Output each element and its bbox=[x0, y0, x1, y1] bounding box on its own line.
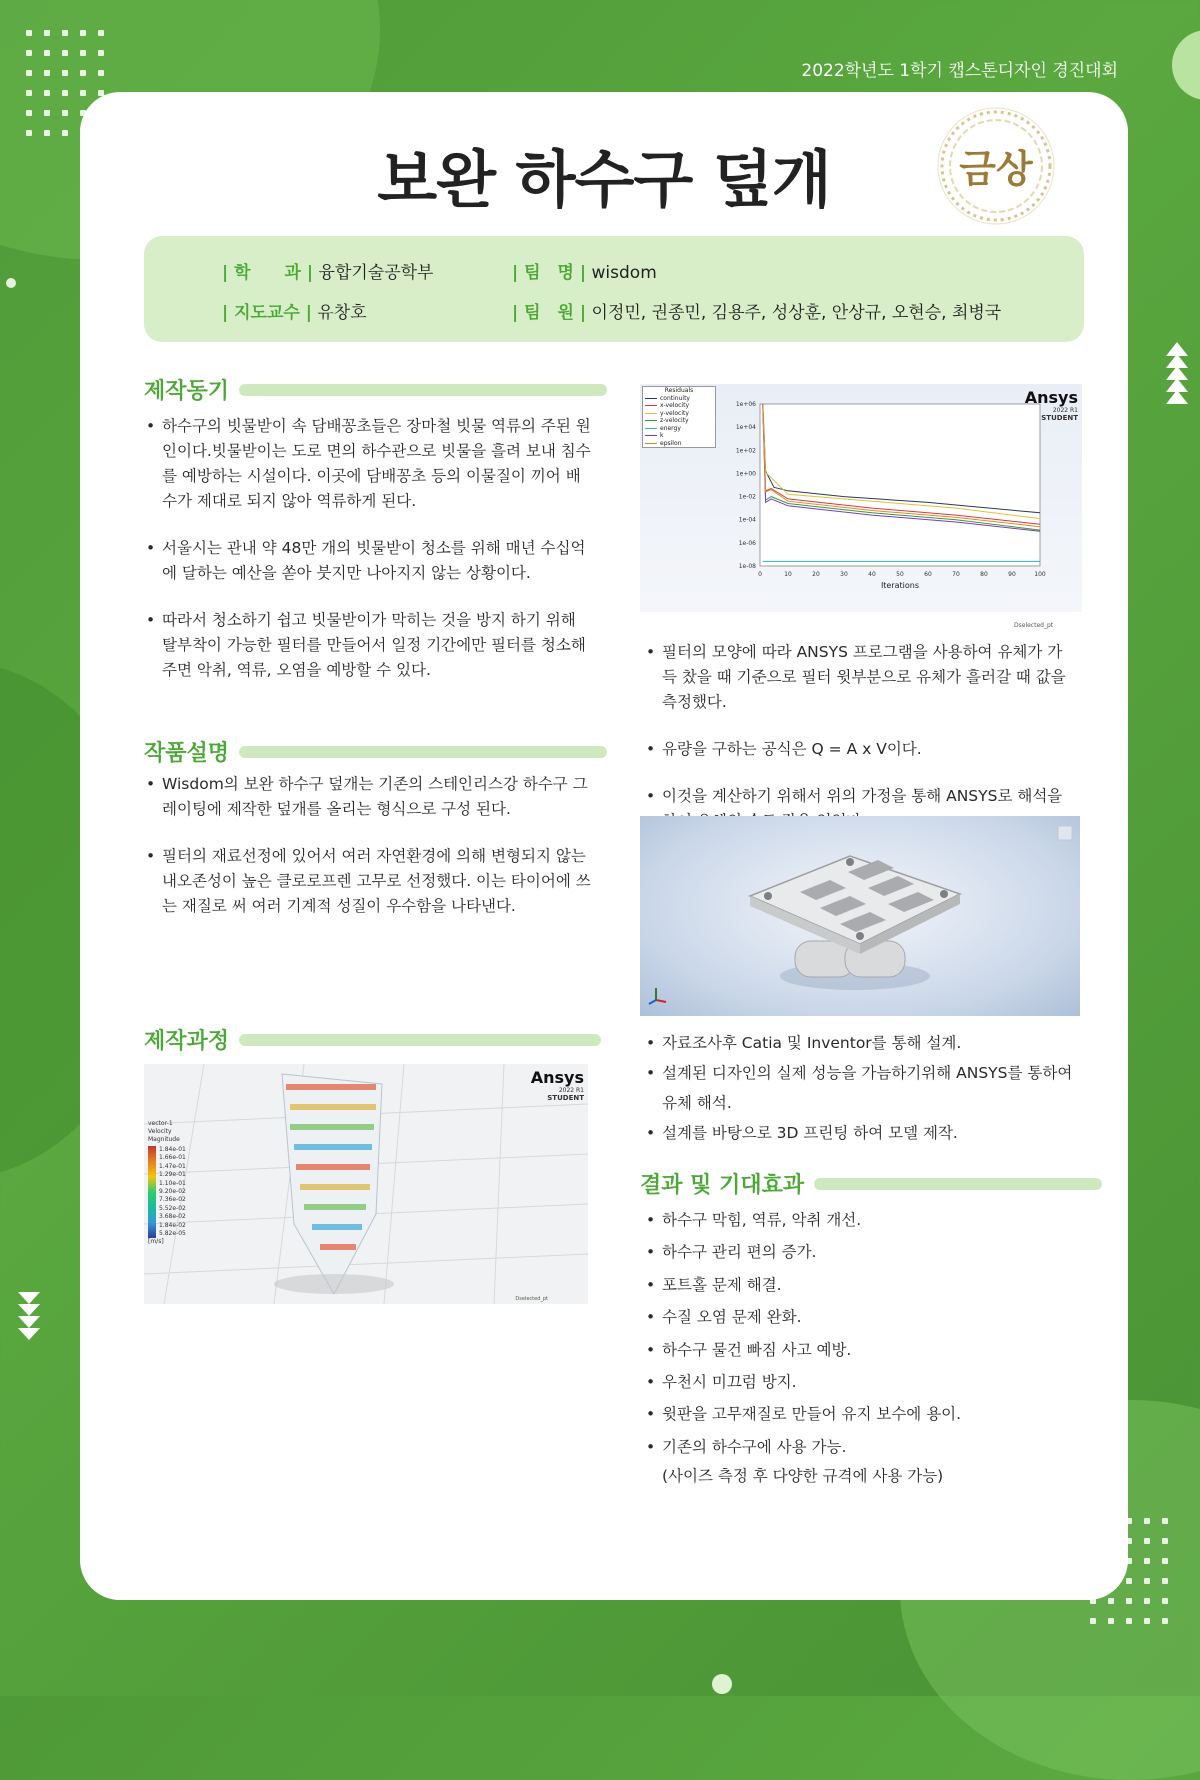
cfd-legend-value: 1.66e-01 bbox=[159, 1154, 186, 1162]
legend-label: y-velocity bbox=[660, 409, 689, 417]
description-title: 작품설명 bbox=[144, 741, 230, 766]
list-item: • 설계된 디자인의 실제 성능을 가늠하기위해 ANSYS를 통하여 유체 해석. bbox=[646, 1058, 1080, 1118]
cfd-legend-value: 1.84e-01 bbox=[159, 1146, 186, 1153]
cfd-legend-value: 1.10e-01 bbox=[159, 1179, 186, 1187]
list-item: • 자료조사후 Catia 및 Inventor를 통해 설계. bbox=[646, 1028, 1080, 1058]
results-bar bbox=[814, 1178, 1102, 1190]
legend-swatch bbox=[645, 443, 657, 444]
cfd-ansys-logo bbox=[531, 1068, 584, 1102]
legend-label: epsilon bbox=[660, 439, 682, 447]
x-tick-label: 0 bbox=[758, 571, 762, 578]
x-tick-label: 10 bbox=[784, 571, 792, 578]
residuals-legend-item bbox=[643, 425, 715, 433]
residuals-legend-item bbox=[643, 410, 715, 418]
award-badge bbox=[934, 104, 1058, 228]
legend-swatch bbox=[645, 398, 657, 399]
process-bar bbox=[239, 1034, 601, 1046]
bg-circle-bottom bbox=[712, 1674, 732, 1694]
cfd-legend-value: 1.47e-01 bbox=[159, 1162, 186, 1170]
list-item: • 따라서 청소하기 쉽고 빗물받이가 막히는 것을 방지 하기 위해 탈부착이 가능한 필터를 만들어서 일정 기간에만 필터를 청소해주면 악취, 역류, 오염을 예방할 수 있다. bbox=[146, 608, 592, 683]
results-list bbox=[646, 1204, 1080, 1463]
motivation-title: 제작동기 bbox=[144, 379, 230, 404]
advisor-label: | 지도교수 | bbox=[222, 303, 312, 323]
x-tick-label: 80 bbox=[980, 571, 988, 578]
members-value: 이정민, 권종민, 김용주, 성상훈, 안상규, 오현승, 최병국 bbox=[591, 303, 1002, 323]
y-tick-label: 1e+06 bbox=[735, 401, 756, 408]
description-bar bbox=[239, 746, 607, 758]
residuals-chart bbox=[640, 384, 1082, 612]
cfd-legend-value: 7.36e-02 bbox=[159, 1196, 186, 1204]
list-item: • 유량을 구하는 공식은 Q = A x V이다. bbox=[646, 737, 1076, 762]
legend-swatch bbox=[645, 405, 657, 406]
poster-title: 보완 하수구 덮개 bbox=[377, 143, 831, 216]
legend-swatch bbox=[645, 435, 657, 436]
cfd-legend-value: 3.68e-02 bbox=[159, 1213, 186, 1221]
x-tick-label: 30 bbox=[840, 571, 848, 578]
process-heading bbox=[144, 1024, 601, 1055]
list-item: • 하수구 막힘, 역류, 악취 개선. bbox=[646, 1204, 1080, 1236]
list-item: • 설계를 바탕으로 3D 프린팅 하여 모델 제작. bbox=[646, 1118, 1080, 1148]
cfd-edition: 2022 R1 bbox=[558, 1087, 584, 1094]
motivation-bar bbox=[239, 384, 607, 396]
legend-swatch bbox=[645, 428, 657, 429]
cfd-footer: Dselected_pt bbox=[515, 1296, 548, 1302]
team-value: wisdom bbox=[591, 263, 657, 283]
cfd-legend-value: 1.29e-01 bbox=[159, 1171, 186, 1179]
y-tick-label: 1e-02 bbox=[738, 493, 756, 501]
analysis-list bbox=[646, 640, 1076, 834]
residuals-footer: Dselected_pt bbox=[1014, 622, 1054, 629]
residuals-edition: 2022 R1 bbox=[1052, 407, 1078, 414]
list-item: • 하수구 물건 빠짐 사고 예방. bbox=[646, 1334, 1080, 1366]
list-item: • 우천시 미끄럼 방지. bbox=[646, 1366, 1080, 1398]
x-tick-label: 100 bbox=[1034, 571, 1046, 578]
motivation-heading bbox=[144, 374, 607, 405]
y-tick-label: 1e-08 bbox=[738, 563, 756, 570]
residuals-ansys-logo bbox=[1025, 388, 1078, 422]
advisor-value: 유창호 bbox=[317, 303, 367, 323]
arrow-decoration-right bbox=[1162, 340, 1192, 410]
legend-label: x-velocity bbox=[660, 402, 690, 409]
list-item: • Wisdom의 보완 하수구 덮개는 기존의 스테인리스강 하수구 그레이팅에 제작한 덮개를 올리는 형식으로 구성 된다. bbox=[146, 772, 592, 822]
plot-area bbox=[760, 404, 1040, 566]
cfd-student: STUDENT bbox=[547, 1094, 584, 1102]
list-item: • 기존의 하수구에 사용 가능. bbox=[646, 1431, 1080, 1463]
x-tick-label: 90 bbox=[1008, 571, 1016, 578]
award-label: 금상 bbox=[959, 147, 1033, 191]
y-tick-label: 1e+04 bbox=[735, 424, 756, 432]
residuals-legend-item bbox=[643, 432, 715, 440]
motivation-list bbox=[146, 414, 592, 683]
cfd-brand: Ansys bbox=[530, 1068, 584, 1087]
x-axis-label: Iterations bbox=[880, 581, 920, 590]
list-item: • 서울시는 관내 약 48만 개의 빗물받이 청소를 위해 매년 수십억에 달하는 예산을 쏟아 붓지만 나아지지 않는 상황이다. bbox=[146, 536, 592, 586]
event-title: 2022학년도 1학기 캡스톤디자인 경진대회 bbox=[801, 61, 1118, 81]
legend-label: k bbox=[660, 432, 664, 439]
x-tick-label: 40 bbox=[868, 571, 876, 578]
dept-row bbox=[222, 258, 433, 283]
process-title: 제작과정 bbox=[144, 1029, 230, 1054]
list-item: • 수질 오염 문제 완화. bbox=[646, 1301, 1080, 1333]
residuals-legend-item bbox=[643, 395, 715, 403]
list-item: • 포트홀 문제 해결. bbox=[646, 1269, 1080, 1301]
residuals-legend bbox=[642, 386, 716, 448]
dot-pattern-left bbox=[6, 278, 12, 288]
results-title: 결과 및 기대효과 bbox=[640, 1173, 805, 1198]
y-tick-label: 1e+00 bbox=[735, 470, 756, 478]
cfd-unit: [m/s] bbox=[148, 1238, 164, 1246]
list-item: • 필터의 모양에 따라 ANSYS 프로그램을 사용하여 유체가 가득 찼을 때 기준으로 필터 윗부분으로 유체가 흘러갈 때 값을 측정했다. bbox=[646, 640, 1076, 715]
list-item: • 윗판을 고무재질로 만들어 유지 보수에 용이. bbox=[646, 1398, 1080, 1430]
x-tick-label: 20 bbox=[812, 571, 820, 578]
x-tick-label: 50 bbox=[896, 571, 904, 578]
residuals-legend-title: Residuals bbox=[664, 387, 694, 394]
dept-value: 융합기술공학부 bbox=[318, 263, 434, 283]
y-tick-label: 1e-04 bbox=[738, 516, 756, 524]
bg-circle-topright bbox=[1172, 30, 1200, 100]
x-tick-label: 70 bbox=[952, 571, 960, 578]
list-item: • 하수구 관리 편의 증가. bbox=[646, 1236, 1080, 1268]
results-heading bbox=[640, 1168, 1102, 1199]
list-item: • 필터의 재료선정에 있어서 여러 자연환경에 의해 변형되지 않는 내오존성이 높은 클로로프렌 고무로 선정했다. 이는 타이어에 쓰는 재질로 써 여러 기계적 성질이 우수함을 나타낸다. bbox=[146, 844, 592, 919]
design-list bbox=[646, 1028, 1080, 1148]
cfd-legend-value: 9.20e-02 bbox=[159, 1188, 186, 1196]
axis-triad-icon bbox=[646, 984, 670, 1008]
cfd-legend-value: 1.84e-02 bbox=[159, 1221, 186, 1229]
results-note: (사이즈 측정 후 다양한 규격에 사용 가능) bbox=[662, 1467, 944, 1485]
x-tick-label: 60 bbox=[924, 571, 932, 578]
members-row bbox=[512, 298, 1001, 323]
arrow-decoration-left bbox=[14, 1290, 44, 1350]
y-tick-label: 1e-06 bbox=[738, 539, 756, 547]
cfd-legend-title: vector-1 Velocity Magnitude bbox=[148, 1120, 180, 1143]
members-label: | 팀 원 | bbox=[512, 303, 587, 323]
dept-label: | 학 과 | bbox=[222, 263, 314, 283]
team-info-box bbox=[144, 236, 1084, 342]
cfd-velocity-image bbox=[144, 1064, 588, 1304]
legend-label: continuity bbox=[660, 394, 690, 402]
residuals-legend-item bbox=[643, 417, 715, 425]
residuals-legend-item bbox=[643, 440, 715, 448]
cfd-legend-value: 5.82e-05 bbox=[159, 1230, 186, 1238]
description-list bbox=[146, 772, 592, 919]
legend-label: energy bbox=[660, 424, 681, 432]
legend-swatch bbox=[645, 413, 657, 414]
legend-swatch bbox=[645, 420, 657, 421]
y-tick-label: 1e+02 bbox=[735, 447, 756, 455]
cfd-legend bbox=[148, 1120, 188, 1246]
cfd-legend-value: 5.52e-02 bbox=[159, 1204, 186, 1212]
residuals-legend-item bbox=[643, 402, 715, 410]
description-heading bbox=[144, 736, 607, 767]
list-item: • 이것을 계산하기 위해서 위의 가정을 통해 ANSYS로 해석을 bbox=[646, 784, 1076, 834]
cfd-legend-values bbox=[159, 1146, 186, 1238]
advisor-row bbox=[222, 298, 367, 323]
team-row bbox=[512, 258, 657, 283]
residuals-brand: Ansys bbox=[1024, 388, 1078, 407]
team-label: | 팀 명 | bbox=[512, 263, 587, 283]
residuals-student: STUDENT bbox=[1041, 414, 1078, 422]
poster-card bbox=[80, 92, 1128, 1600]
legend-label: z-velocity bbox=[660, 417, 689, 424]
list-item: • 하수구의 빗물받이 속 담배꽁초들은 장마철 빗물 역류의 주된 원인이다.빗물받이는 도로 면의 하수관으로 빗물을 흘려 보내 침수를 예방하는 시설이다. 이곳에 담배꽁초 등의 이물질이 끼어 배수가 제대로 되지 않아 역류하게 된다. bbox=[146, 414, 592, 514]
cad-model-image bbox=[640, 816, 1080, 1016]
cfd-colorbar bbox=[148, 1146, 156, 1238]
